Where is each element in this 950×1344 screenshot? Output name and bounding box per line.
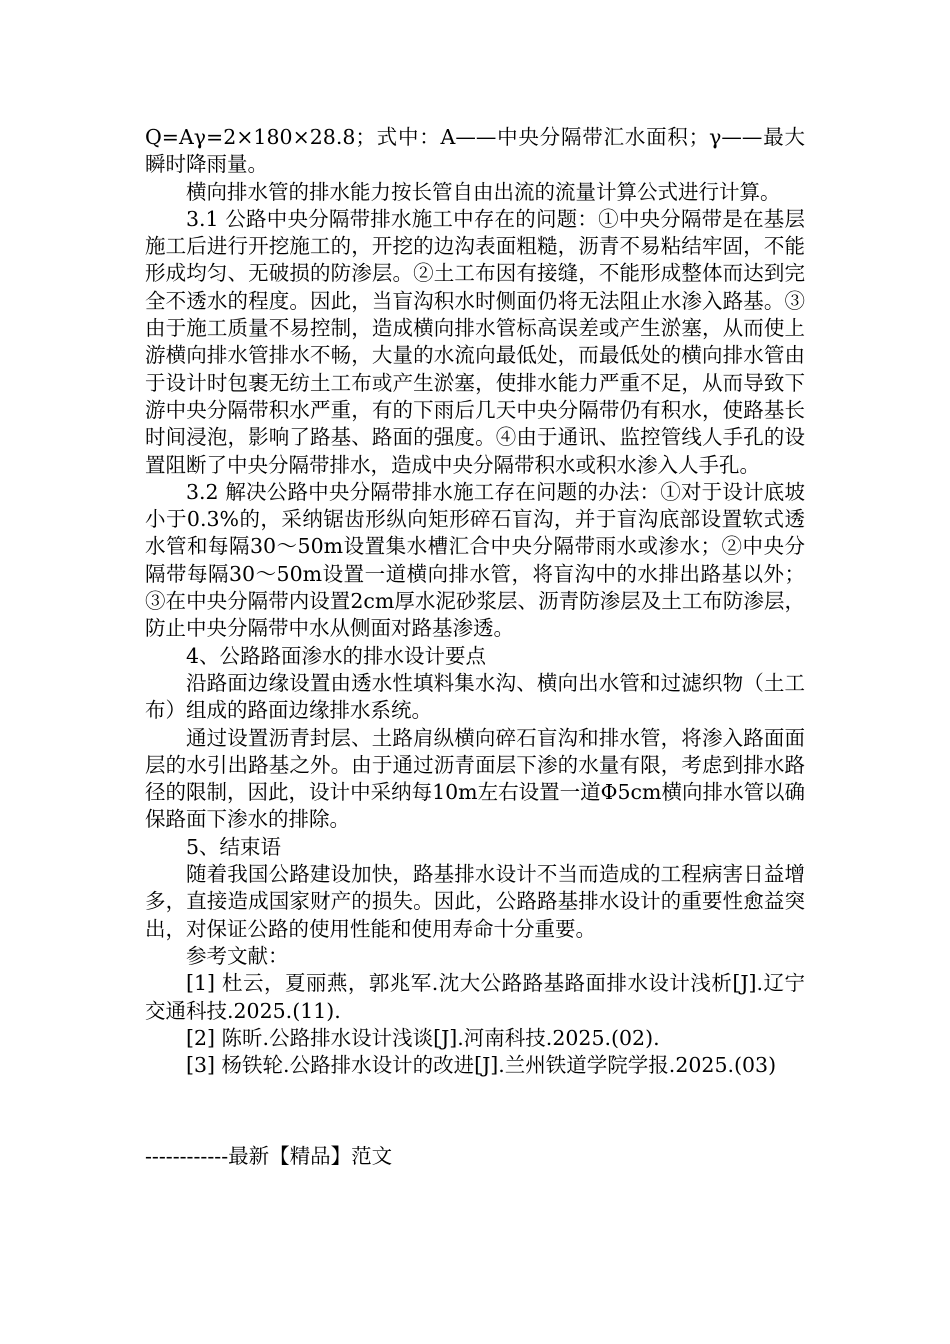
document-body [145, 124, 805, 1079]
reference-item-2: [2] 陈昕.公路排水设计浅谈[J].河南科技.2025.(02). [186, 1025, 660, 1050]
paragraph-conclusion: 随着我国公路建设加快，路基排水设计不当而造成的工程病害日益增多，直接造成国家财产的损失。因此，公路路基排水设计的重要性愈益突出，对保证公路的使用性能和使用寿命十分重要。 [145, 862, 805, 941]
heading-section-4: 4、公路路面渗水的排水设计要点 [186, 643, 487, 668]
paragraph-formula: Q=Aγ=2×180×28.8；式中：A——中央分隔带汇水面积；γ——最大瞬时降雨量。 [145, 125, 805, 177]
paragraph-section-4-b: 通过设置沥青封层、土路肩纵横向碎石盲沟和排水管，将渗入路面面层的水引出路基之外。由于通过沥青面层下渗的水量有限，考虑到排水路径的限制，因此，设计中采纳每10m左右设置一道Φ5cm横向排水管以确保路面下渗水的排除。 [145, 725, 805, 832]
reference-item-1: [1] 杜云，夏丽燕，郭兆军.沈大公路路基路面排水设计浅析[J].辽宁交通科技.2025.(11). [145, 971, 805, 1023]
paragraph-section-3-1: 3.1 公路中央分隔带排水施工中存在的问题：①中央分隔带是在基层施工后进行开挖施工的，开挖的边沟表面粗糙，沥青不易粘结牢固，不能形成均匀、无破损的防渗层。②土工布因有接缝，不能形成整体而达到完全不透水的程度。因此，当盲沟积水时侧面仍将无法阻止水渗入路基。③由于施工质量不易控制，造成横向排水管标高误差或产生淤塞，从而使上游横向排水管排水不畅，大量的水流向最低处，而最低处的横向排水管由于设计时包裹无纺土工布或产生淤塞，使排水能力严重不足，从而导致下游中央分隔带积水严重，有的下雨后几天中央分隔带仍有积水，使路基长时间浸泡，影响了路基、路面的强度。④由于通讯、监控管线人手孔的设置阻断了中央分隔带排水，造成中央分隔带积水或积水渗入人手孔。 [145, 206, 805, 477]
reference-item-3: [3] 杨铁轮.公路排水设计的改进[J].兰州铁道学院学报.2025.(03) [186, 1053, 777, 1078]
paragraph-section-3-2: 3.2 解决公路中央分隔带排水施工存在问题的办法：①对于设计底坡小于0.3%的，采纳锯齿形纵向矩形碎石盲沟，并于盲沟底部设置软式透水管和每隔30～50m设置集水槽汇合中央分隔带雨水或渗水；②中央分隔带每隔30～50m设置一道横向排水管，将盲沟中的水排出路基以外；③在中央分隔带内设置2cm厚水泥砂浆层、沥青防渗层及土工布防渗层，防止中央分隔带中水从侧面对路基渗透。 [145, 479, 805, 641]
page-footer: ------------最新【精品】范文 [145, 1144, 393, 1168]
paragraph-drain-capacity: 横向排水管的排水能力按长管自由出流的流量计算公式进行计算。 [186, 179, 781, 204]
heading-references: 参考文献： [186, 943, 289, 968]
paragraph-section-4-a: 沿路面边缘设置由透水性填料集水沟、横向出水管和过滤织物（土工布）组成的路面边缘排水系统。 [145, 670, 805, 723]
heading-section-5: 5、结束语 [186, 834, 282, 859]
